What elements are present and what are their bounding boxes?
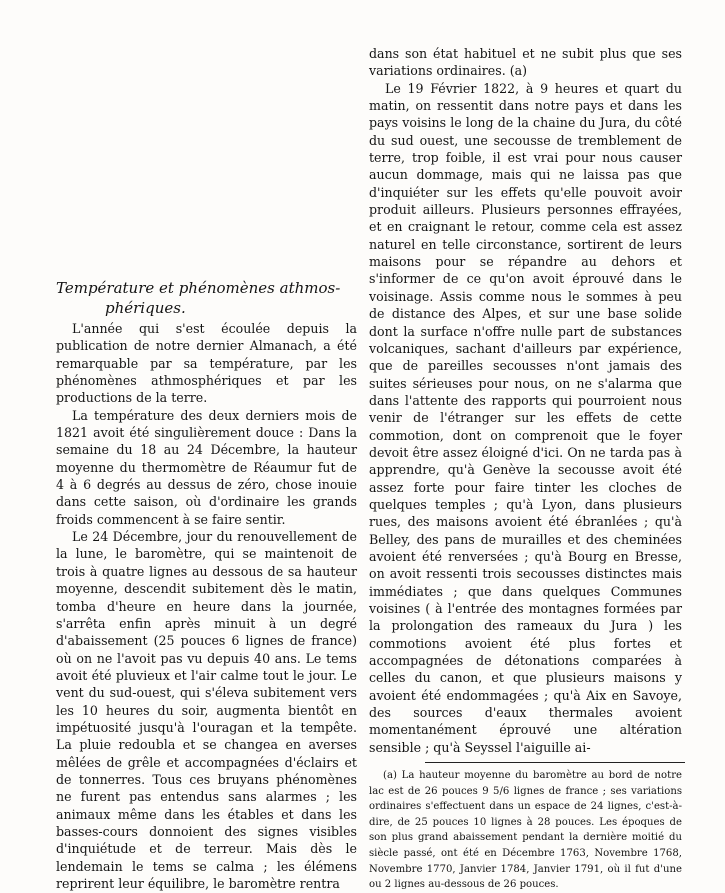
left-column: [56, 278, 357, 892]
section-heading-line2: phériques.: [105, 299, 186, 317]
footnote: (a) La hauteur moyenne du baromètre au bord de notre lac est de 26 pouces 9 5/6 lignes de france ; ses variations ordinaires s'effectuent dans un espace de 24 lignes, c'est-à-dire, de 25 pouces 10 lignes à 28 pouces. Les époques de son plus grand abaissement pendant la dernière moitié du siècle passé, ont été en Décembre 1763, Novembre 1768, Novembre 1770, Janvier 1784, Janvier 1791, où il fut d'une ou 2 lignes au-dessous de 26 pouces.: [369, 770, 682, 891]
paragraph-temperature: La température des deux derniers mois de 1821 avoit été singulièrement douce : Dans la semaine du 18 au 24 Décembre, la hauteur moyenne du thermomètre de Réaumur fut de 4 à 6 degrés au dessus de zéro, chose inouie dans cette saison, où d'ordinaire les grands froids commencent à se faire sentir.: [56, 407, 357, 527]
paragraph-continuation: dans son état habituel et ne subit plus que ses variations ordinaires. (a): [369, 46, 682, 79]
right-column: [369, 45, 682, 893]
section-heading-line1: Température et phénomènes athmos-: [56, 279, 341, 297]
paragraph-intro: L'année qui s'est écoulée depuis la publication de notre dernier Almanach, a été remarquable par sa température, par les phénomènes athmosphériques et par les productions de la terre.: [56, 321, 357, 406]
paragraph-storm: Le 24 Décembre, jour du renouvellement de la lune, le baromètre, qui se maintenoit de trois à quatre lignes au dessous de sa hauteur moyenne, descendit subitement dès le matin, tomba d'heure en heure dans la journée, s'arrêta enfin après minuit à un degré d'abaissement (25 pouces 6 lignes de france) où on ne l'avoit pas vu depuis 40 ans. Le tems avoit été pluvieux et l'air calme tout le jour. Le vent du sud-ouest, qui s'éleva subitement vers les 10 heures du soir, augmenta bientôt en impétuosité jusqu'à l'ouragan et la tempête. La pluie redoubla et se changea en averses mêlées de grêle et accompagnées d'éclairs et de tonnerres. Tous ces bruyans phénomènes ne furent pas entendus sans alarmes ; les animaux même dans les étables et dans les basses-cours donnoient des signes visibles d'inquiétude et de terreur. Mais dès le lendemain le tems se calma ; les élémens reprirent leur équilibre, le baromètre rentra: [56, 529, 357, 891]
footnote-divider: [425, 762, 685, 763]
section-heading: [56, 278, 357, 318]
paragraph-earthquake: Le 19 Février 1822, à 9 heures et quart du matin, on ressentit dans notre pays et dans les pays voisins le long de la chaine du Jura, du côté du sud ouest, une secousse de tremblement de terre, trop foible, il est vrai pour nous causer aucun dommage, mais qui ne laissa pas que d'inquiéter sur les effets qu'elle pouvoit avoir produit ailleurs. Plusieurs personnes effrayées, et en craignant le retour, comme cela est assez naturel en telle circonstance, sortirent de leurs maisons pour se répandre au dehors et s'informer de ce qu'on avoit éprouvé dans le voisinage. Assis comme nous le sommes à peu de distance des Alpes, et sur une base solide dont la surface n'offre nulle part de substances volcaniques, sachant d'ailleurs par expérience, que de pareilles secousses n'ont jamais des suites sérieuses pour nous, on ne s'alarma que dans l'attente des rapports qui pourroient nous venir de l'étranger sur les effets de cette commotion, dont on comprenoit que le foyer devoit être assez éloigné d'ici. On ne tarda pas à apprendre, qu'à Genève la secousse avoit été assez forte pour faire tinter les cloches de quelques temples ; qu'à Lyon, dans plusieurs rues, des maisons avoient été ébranlées ; qu'à Belley, des pans de murailles et des cheminées avoient été renversées ; qu'à Bourg en Bresse, on avoit ressenti trois secousses distinctes mais immédiates ; que dans quelques Communes voisines ( à l'entrée des montagnes formées par la prolongation des rameaux du Jura ) les commotions avoient été plus fortes et accompagnées de détonations comparées à celles du canon, et que plusieurs maisons y avoient été endommagées ; qu'à Aix en Savoye, des sources d'eaux thermales avoient momentanément éprouvé une altération sensible ; qu'à Seyssel l'aiguille ai-: [369, 80, 682, 755]
